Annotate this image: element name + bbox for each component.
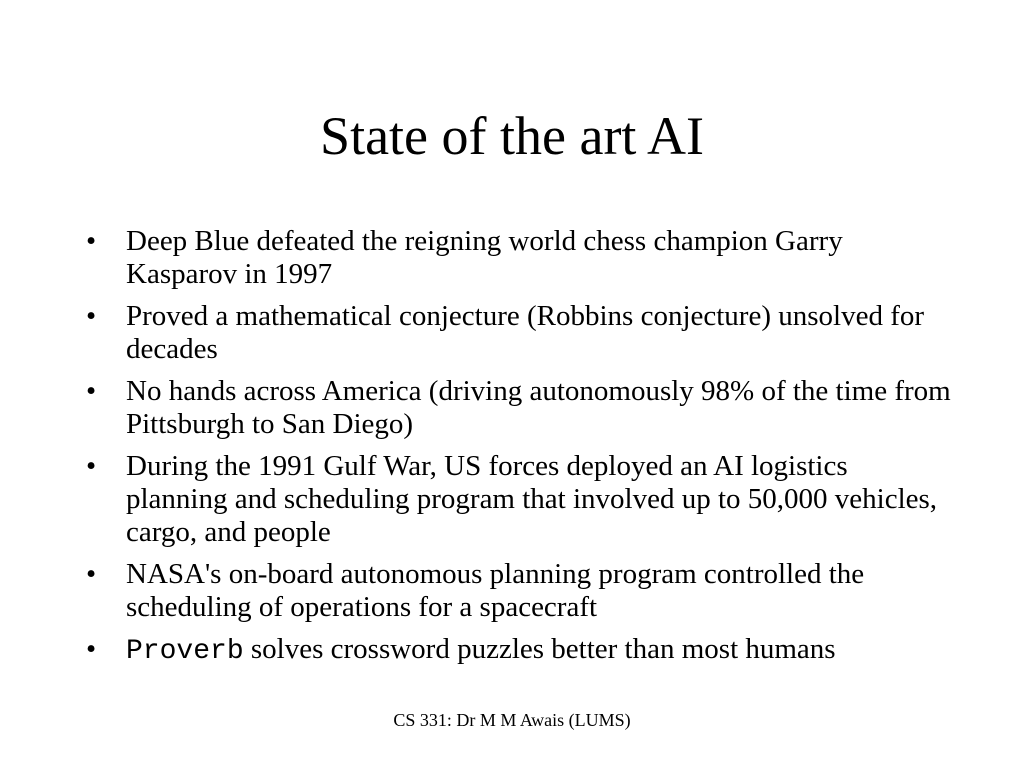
bullet-icon: • [86,633,97,665]
program-name: Proverb [126,636,244,667]
slide-title: State of the art AI [320,106,704,166]
bullet-icon: • [86,375,97,407]
list-item [86,633,956,668]
bullet-text: No hands across America (driving autonomously 98% of the time from Pittsburgh to San Diego) [126,375,951,440]
bullet-text: Deep Blue defeated the reigning world chess champion Garry Kasparov in 1997 [126,225,843,290]
bullet-icon: • [86,450,97,482]
list-item [86,450,956,549]
bullet-icon: • [86,558,97,590]
bullet-icon: • [86,300,97,332]
bullet-text: solves crossword puzzles better than most humans [243,633,836,665]
bullet-text: During the 1991 Gulf War, US forces deployed an AI logistics planning and scheduling program that involved up to 50,000 vehicles, cargo, and people [126,450,938,548]
list-item [86,225,956,291]
bullet-text: Proved a mathematical conjecture (Robbins conjecture) unsolved for decades [126,300,925,365]
list-item [86,558,956,624]
bullet-text: NASA's on-board autonomous planning program controlled the scheduling of operations for a spacecraft [126,558,865,623]
list-item [86,375,956,441]
bullet-icon: • [86,225,97,257]
bullet-list [86,225,956,677]
slide-footer: CS 331: Dr M M Awais (LUMS) [393,710,631,730]
list-item [86,300,956,366]
